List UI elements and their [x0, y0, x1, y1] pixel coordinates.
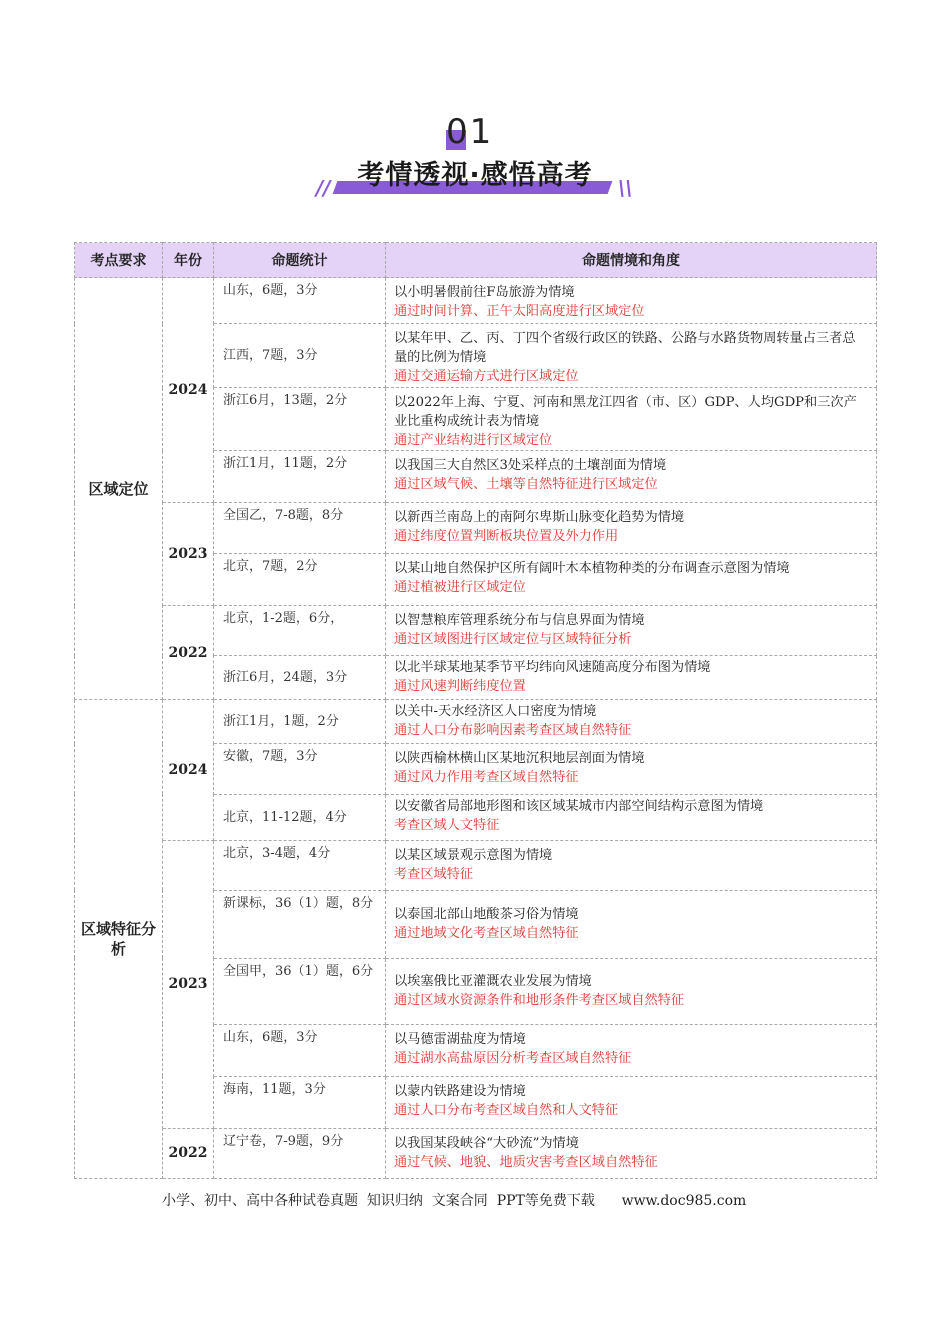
scenario-cell — [386, 958, 877, 1024]
scenario-cell — [386, 744, 877, 794]
year-cell: 2024 — [163, 700, 214, 840]
table-row — [75, 840, 877, 890]
scenario-cell — [386, 278, 877, 324]
scenario-cell — [386, 1024, 877, 1076]
stat-cell: 北京，11-12题，4分 — [214, 794, 386, 840]
table-row — [75, 278, 877, 324]
footer — [162, 1190, 746, 1210]
angle-text: 通过区域图进行区域定位与区域特征分析 — [394, 632, 632, 648]
footer-text: 小学、初中、高中各种试卷真题 知识归纳 文案合同 PPT等免费下载 — [162, 1193, 595, 1209]
year-cell: 2023 — [163, 840, 214, 1128]
stat-cell: 北京，3-4题，4分 — [214, 840, 386, 890]
scenario-text: 以北半球某地某季节平均纬向风速随高度分布图为情境 — [394, 660, 711, 676]
scenario-cell — [386, 656, 877, 700]
angle-text: 通过气候、地貌、地质灾害考查区域自然特征 — [394, 1154, 658, 1170]
scenario-cell — [386, 700, 877, 744]
scenario-text: 以我国某段峡谷“大砂流”为情境 — [394, 1135, 579, 1151]
scenario-cell — [386, 451, 877, 503]
scenario-cell — [386, 503, 877, 554]
angle-text: 通过风力作用考查区域自然特征 — [394, 770, 579, 786]
stat-cell: 江西，7题，3分 — [214, 324, 386, 388]
scenario-cell — [386, 324, 877, 388]
scenario-text: 以某年甲、乙、丙、丁四个省级行政区的铁路、公路与水路货物周转量占三者总量的比例为情境 — [394, 331, 856, 366]
section-title: 考情透视·感悟高考 — [357, 160, 593, 191]
year-cell: 2022 — [163, 606, 214, 700]
stat-cell: 北京，1-2题，6分， — [214, 606, 386, 656]
scenario-cell — [386, 794, 877, 840]
stat-cell: 浙江6月，13题，2分 — [214, 388, 386, 451]
footer-url[interactable]: www.doc985.com — [621, 1193, 747, 1209]
requirement-cell: 区域特征分析 — [75, 700, 163, 1179]
table-row — [75, 606, 877, 656]
year-cell: 2024 — [163, 278, 214, 503]
requirement-cell: 区域定位 — [75, 278, 163, 700]
stat-cell: 北京，7题，2分 — [214, 554, 386, 606]
angle-text: 通过区域水资源条件和地形条件考查区域自然特征 — [394, 993, 685, 1009]
header-stat: 命题统计 — [214, 243, 386, 278]
stat-cell: 浙江1月，11题，2分 — [214, 451, 386, 503]
year-cell: 2023 — [163, 503, 214, 606]
angle-text: 通过区域气候、土壤等自然特征进行区域定位 — [394, 477, 658, 493]
stat-cell: 安徽，7题，3分 — [214, 744, 386, 794]
scenario-cell — [386, 554, 877, 606]
stat-cell: 海南，11题，3分 — [214, 1076, 386, 1128]
header-requirement: 考点要求 — [75, 243, 163, 278]
angle-text: 考查区域特征 — [394, 866, 474, 882]
scenario-text: 以我国三大自然区3处采样点的土壤剖面为情境 — [394, 458, 667, 474]
scenario-text: 以埃塞俄比亚灌溉农业发展为情境 — [394, 974, 592, 990]
stat-cell: 浙江1月，1题，2分 — [214, 700, 386, 744]
angle-text: 通过湖水高盐原因分析考查区域自然特征 — [394, 1050, 632, 1066]
scenario-text: 以安徽省局部地形图和该区域某城市内部空间结构示意图为情境 — [394, 798, 764, 814]
angle-text: 通过纬度位置判断板块位置及外力作用 — [394, 529, 619, 545]
scenario-text: 以关中-天水经济区人口密度为情境 — [394, 704, 597, 720]
table-header-row — [75, 243, 877, 278]
exam-analysis-table — [74, 242, 877, 1179]
scenario-cell — [386, 1076, 877, 1128]
left-slash-decoration: // — [316, 176, 331, 200]
stat-cell: 全国甲，36（1）题，6分 — [214, 958, 386, 1024]
scenario-cell — [386, 1128, 877, 1178]
year-cell: 2022 — [163, 1128, 214, 1178]
angle-text: 通过地域文化考查区域自然特征 — [394, 926, 579, 942]
scenario-text: 以马德雷湖盐度为情境 — [394, 1031, 526, 1047]
angle-text: 通过产业结构进行区域定位 — [394, 433, 553, 449]
scenario-text: 以陕西榆林横山区某地沉积地层剖面为情境 — [394, 751, 645, 767]
angle-text: 通过植被进行区域定位 — [394, 580, 526, 596]
angle-text: 考查区域人文特征 — [394, 817, 500, 833]
scenario-text: 以某区域景观示意图为情境 — [394, 847, 553, 863]
table-row — [75, 700, 877, 744]
angle-text: 通过人口分布影响因素考查区域自然特征 — [394, 723, 632, 739]
stat-cell: 山东，6题，3分 — [214, 1024, 386, 1076]
scenario-text: 以小明暑假前往F岛旅游为情境 — [394, 285, 575, 300]
header-year: 年份 — [163, 243, 214, 278]
scenario-text: 以智慧粮库管理系统分布与信息界面为情境 — [394, 613, 645, 629]
scenario-text: 以某山地自然保护区所有阔叶木本植物种类的分布调查示意图为情境 — [394, 561, 790, 577]
section-header — [0, 108, 950, 208]
scenario-cell — [386, 388, 877, 451]
scenario-cell — [386, 890, 877, 958]
angle-text: 通过时间计算、正午太阳高度进行区域定位 — [394, 304, 645, 319]
scenario-text: 以蒙内铁路建设为情境 — [394, 1083, 526, 1099]
table-row — [75, 503, 877, 554]
scenario-cell — [386, 840, 877, 890]
angle-text: 通过风速判断纬度位置 — [394, 679, 526, 695]
right-slash-decoration: \\ — [618, 176, 633, 200]
stat-cell: 辽宁卷，7-9题，9分 — [214, 1128, 386, 1178]
scenario-text: 以2022年上海、宁夏、河南和黑龙江四省（市、区）GDP、人均GDP和三次产业比重构成统计表为情境 — [394, 395, 857, 430]
stat-cell: 浙江6月，24题，3分 — [214, 656, 386, 700]
header-scenario: 命题情境和角度 — [386, 243, 877, 278]
angle-text: 通过人口分布考查区域自然和人文特征 — [394, 1102, 619, 1118]
scenario-text: 以泰国北部山地酸茶习俗为情境 — [394, 907, 579, 923]
stat-cell: 全国乙，7-8题，8分 — [214, 503, 386, 554]
scenario-cell — [386, 606, 877, 656]
scenario-text: 以新西兰南岛上的南阿尔卑斯山脉变化趋势为情境 — [394, 510, 685, 526]
stat-cell: 山东，6题，3分 — [214, 278, 386, 324]
section-number: 01 — [446, 112, 494, 152]
angle-text: 通过交通运输方式进行区域定位 — [394, 369, 579, 385]
stat-cell: 新课标，36（1）题，8分 — [214, 890, 386, 958]
table-row — [75, 1128, 877, 1178]
